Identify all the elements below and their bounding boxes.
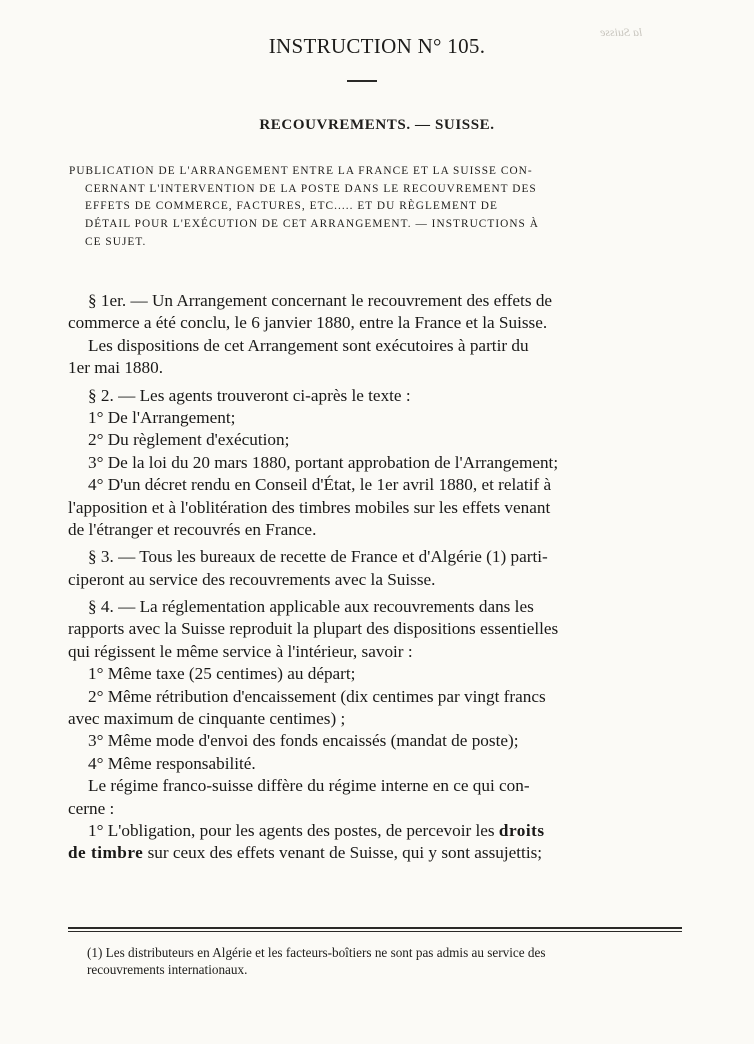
list-item: 3° Même mode d'envoi des fonds encaissés (mandat de poste); xyxy=(88,731,519,751)
list-item-continued: l'apposition et à l'oblitération des timbres mobiles sur les effets venant xyxy=(68,497,551,517)
list-item: 4° Même responsabilité. xyxy=(88,753,256,773)
summary-line: EFFETS DE COMMERCE, FACTURES, ETC..... ET DU RÈGLEMENT DE xyxy=(85,200,498,213)
footnote-line: recouvrements internationaux. xyxy=(87,962,248,977)
paragraph-1-line: Les dispositions de cet Arrangement sont exécutoires à partir du xyxy=(88,335,529,355)
emphasis-text: droits xyxy=(498,820,545,840)
paragraph-5-line: cerne : xyxy=(68,798,115,818)
paragraph-4-line: § 4. — La réglementation applicable aux recouvrements dans les xyxy=(88,597,534,617)
summary-block xyxy=(69,163,681,252)
list-item: 3° De la loi du 20 mars 1880, portant approbation de l'Arrangement; xyxy=(88,452,559,472)
footnote-line: (1) Les distributeurs en Algérie et les facteurs-boîtiers ne sont pas admis au service des xyxy=(87,945,546,960)
footnote-divider xyxy=(68,927,682,929)
list-item: 4° D'un décret rendu en Conseil d'État, le 1er avril 1880, et relatif à xyxy=(88,475,552,495)
footnote xyxy=(87,944,681,978)
list-item-continued: avec maximum de cinquante centimes) ; xyxy=(68,709,346,729)
paragraph-1-line: 1er mai 1880. xyxy=(68,358,163,378)
paragraph-5-line: Le régime franco-suisse diffère du régime interne en ce qui con- xyxy=(88,776,530,796)
paragraph-6-line xyxy=(68,842,682,864)
bleed-through-text: la Suisse xyxy=(600,25,643,39)
paragraph-1-line: commerce a été conclu, le 6 janvier 1880, entre la France et la Suisse. xyxy=(68,313,548,333)
paragraph-6-text: sur ceux des effets venant de Suisse, qui y sont assujettis; xyxy=(147,843,543,863)
paragraph-1-line: § 1er. — Un Arrangement concernant le recouvrement des effets de xyxy=(88,291,553,310)
paragraph-6-text: 1° L'obligation, pour les agents des postes, de percevoir les xyxy=(88,820,495,840)
body-text xyxy=(68,290,682,865)
list-item: 2° Même rétribution d'encaissement (dix centimes par vingt francs xyxy=(88,686,546,706)
section-heading: RECOUVREMENTS. — SUISSE. xyxy=(259,117,495,133)
paragraph-3-line: ciperont au service des recouvrements avec la Suisse. xyxy=(68,569,436,589)
summary-line: DÉTAIL POUR L'EXÉCUTION DE CET ARRANGEMENT. — INSTRUCTIONS À xyxy=(85,218,539,231)
paragraph-4-line: qui régissent le même service à l'intérieur, savoir : xyxy=(68,641,413,661)
summary-line: PUBLICATION DE L'ARRANGEMENT ENTRE LA FRANCE ET LA SUISSE CON- xyxy=(69,165,533,177)
emphasis-text: de timbre xyxy=(68,843,144,863)
footnote-divider-thin xyxy=(68,931,682,932)
list-item: 1° Même taxe (25 centimes) au départ; xyxy=(88,664,356,684)
paragraph-2-line: § 2. — Les agents trouveront ci-après le texte : xyxy=(88,385,411,405)
paragraph-6-line xyxy=(68,820,682,842)
summary-line: CE SUJET. xyxy=(85,235,147,248)
list-item-continued: de l'étranger et recouvrés en France. xyxy=(68,519,317,539)
summary-line: CERNANT L'INTERVENTION DE LA POSTE DANS LE RECOUVREMENT DES xyxy=(85,182,537,195)
paragraph-3-line: § 3. — Tous les bureaux de recette de France et d'Algérie (1) parti- xyxy=(88,547,548,567)
list-item: 1° De l'Arrangement; xyxy=(88,407,236,427)
page-title: INSTRUCTION N° 105. xyxy=(268,34,486,58)
list-item: 2° Du règlement d'exécution; xyxy=(88,430,290,450)
paragraph-4-line: rapports avec la Suisse reproduit la plupart des dispositions essentielles xyxy=(68,619,559,639)
title-divider xyxy=(347,80,377,82)
